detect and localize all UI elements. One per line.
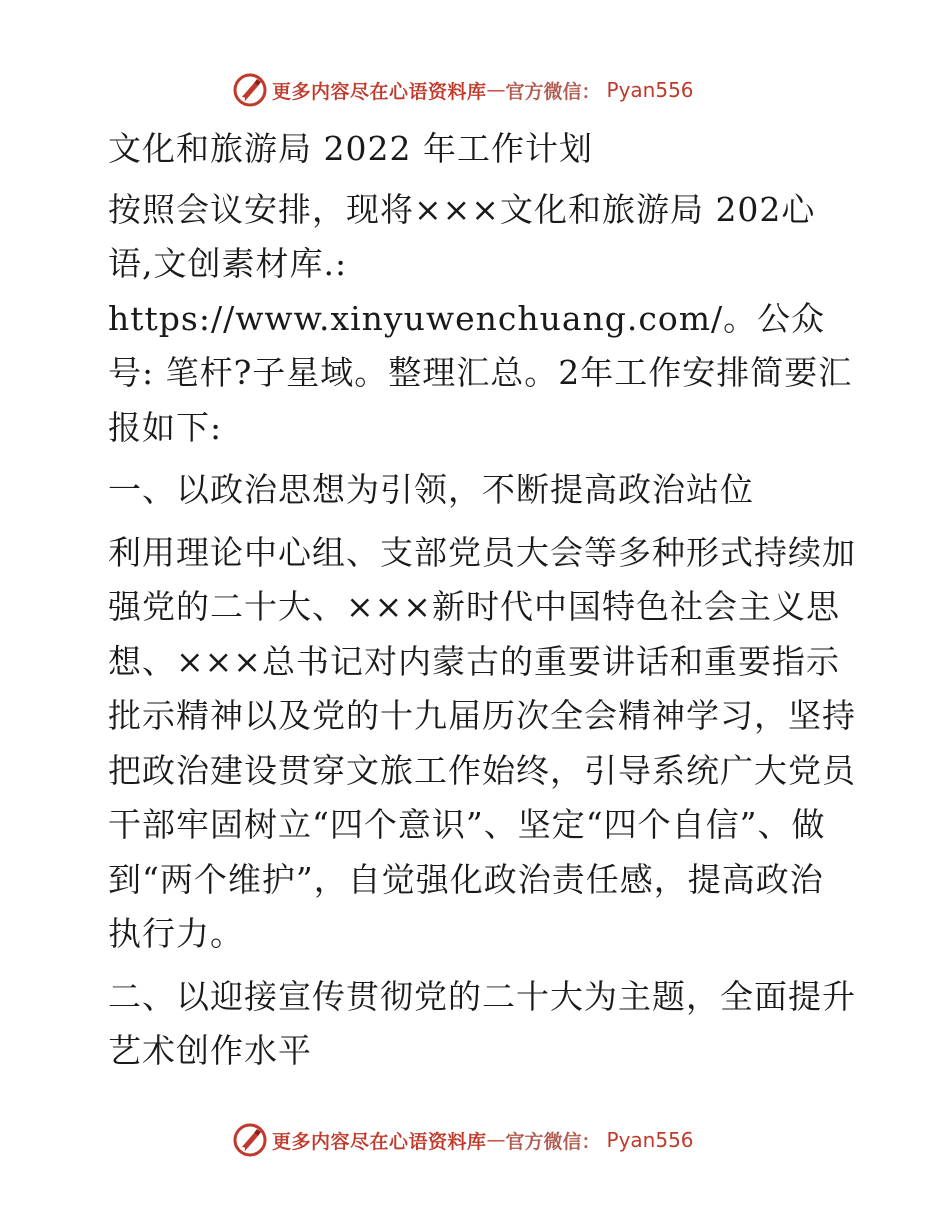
section1-body: 利用理论中心组、支部党员大会等多种形式持续加强党的二十大、×××新时代中国特色社会主义思想、×××总书记对内蒙古的重要讲话和重要指示批示精神以及党的十九届历次全会精神学习，坚持把政治建设贯穿文旅工作始终，引导系统广大党员干部牢固树立“四个意识”、坚定“四个自信”、做到“两个维护”，自觉强化政治责任感，提高政治执行力。 [108, 532, 856, 953]
watermark-contact: 官方微信： [505, 1130, 601, 1153]
watermark-header [232, 70, 694, 110]
watermark-dash: — [486, 79, 506, 101]
pen-logo-icon [232, 1122, 268, 1158]
watermark-dash: — [486, 1129, 506, 1151]
document-body [96, 122, 856, 1079]
watermark-footer [232, 1120, 694, 1160]
watermark-id: Pyan556 [606, 1128, 694, 1152]
watermark-text: 更多内容尽在心语资料库 [272, 1130, 487, 1153]
intro-paragraph: 按照会议安排，现将×××文化和旅游局 202心语,文创素材库.: https://www.xinyuwenchuang.com/。公众号: 笔杆?子星域。整理汇总。2年工作安排简要汇报如下: [108, 189, 853, 447]
watermark-text: 更多内容尽在心语资料库 [272, 80, 487, 103]
document-title: 文化和旅游局 2022 年工作计划 [108, 129, 593, 168]
watermark-contact: 官方微信： [505, 80, 601, 103]
section1-heading: 一、以政治思想为引领，不断提高政治站位 [108, 470, 754, 509]
watermark-id: Pyan556 [606, 78, 694, 102]
section2-heading: 二、以迎接宣传贯彻党的二十大为主题，全面提升艺术创作水平 [108, 976, 856, 1070]
pen-logo-icon [232, 72, 268, 108]
